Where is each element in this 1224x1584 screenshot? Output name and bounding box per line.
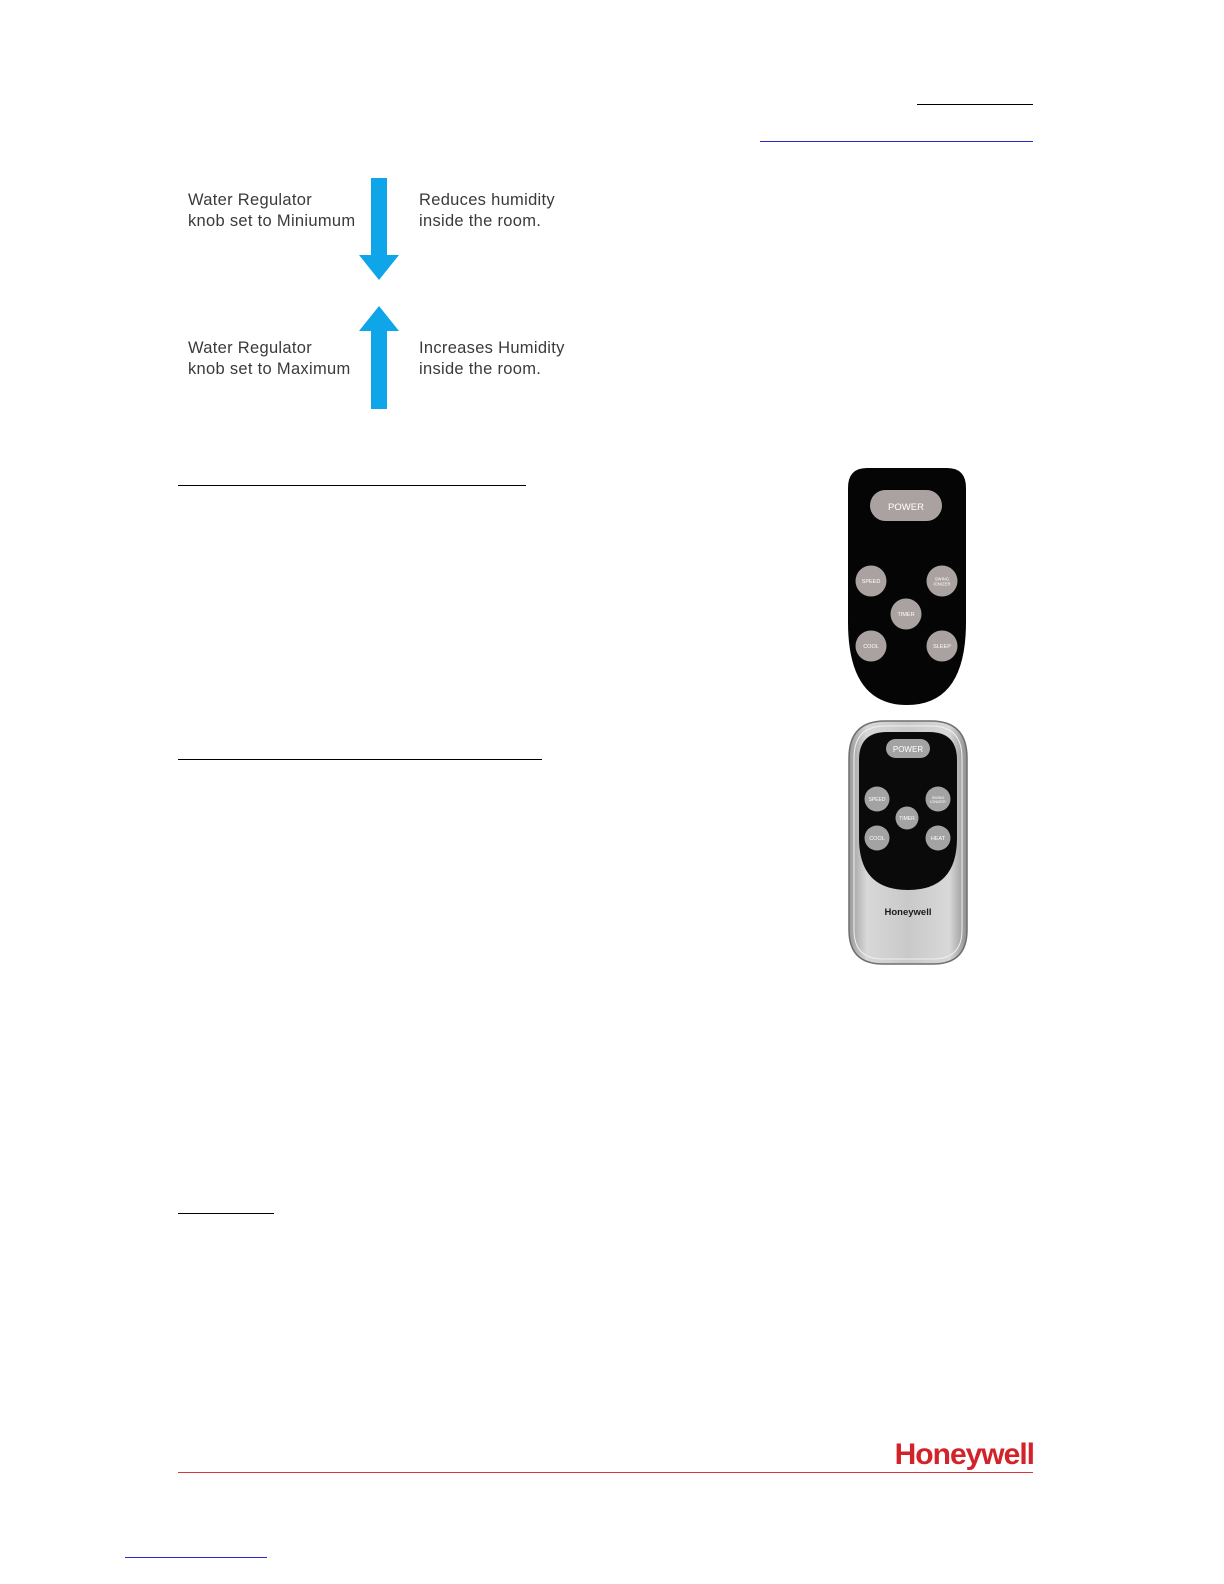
remote-2-timer-label: TIMER: [899, 816, 915, 822]
max-setting-text: Water Regulator knob set to Maximum: [188, 339, 351, 378]
remote-2-power-label: POWER: [892, 745, 924, 754]
remote-2-power-button[interactable]: [886, 739, 930, 758]
remote-2-speed-button[interactable]: [865, 787, 890, 812]
remote-1-power-button[interactable]: [870, 490, 942, 521]
footer-rule: [178, 1472, 1033, 1473]
arrow-up-icon: [358, 305, 402, 413]
remote-control-black: [840, 462, 974, 712]
remote-control-silver: [843, 718, 973, 970]
remote-2-speed-label: SPEED: [868, 797, 886, 803]
remote-2-cool-label: COOL: [869, 836, 885, 842]
header-rule-link: [760, 141, 1033, 142]
remote-1-swing-label: SWING IONIZER: [933, 576, 951, 587]
header-rule-short: [917, 104, 1033, 105]
section-heading-rule-2: [178, 759, 542, 760]
remote-1-cool-button[interactable]: [856, 631, 887, 662]
remote-2-heat-button[interactable]: [926, 826, 951, 851]
remote-1-speed-label: SPEED: [861, 579, 881, 585]
section-heading-rule-1: [178, 485, 526, 486]
footer-link-rule: [125, 1557, 267, 1558]
remote-2-swing-button[interactable]: [926, 787, 951, 812]
remote-2-timer-button[interactable]: [896, 807, 919, 830]
section-heading-rule-3: [178, 1213, 274, 1214]
remote-1-sleep-button[interactable]: [927, 631, 958, 662]
remote-1-timer-button[interactable]: [891, 599, 922, 630]
min-effect-text: Reduces humidity inside the room.: [419, 191, 555, 230]
footer-brand-logo: Honeywell: [894, 1438, 1034, 1471]
remote-2-cool-button[interactable]: [865, 826, 890, 851]
remote-1-swing-button[interactable]: [927, 566, 958, 597]
remote-1-power-label: POWER: [888, 502, 924, 513]
remote-1-speed-button[interactable]: [856, 566, 887, 597]
min-setting-text: Water Regulator knob set to Miniumum: [188, 191, 356, 230]
remote-2-brand-logo: Honeywell: [884, 907, 932, 918]
remote-2-heat-label: HEAT: [930, 836, 946, 842]
remote-2-swing-label: SWING IONIZER: [930, 795, 946, 805]
remote-1-sleep-label: SLEEP: [933, 644, 951, 650]
remote-1-cool-label: COOL: [863, 644, 879, 650]
remote-1-timer-label: TIMER: [897, 612, 915, 618]
max-effect-text: Increases Humidity inside the room.: [419, 339, 565, 378]
arrow-down-icon: [358, 176, 402, 284]
